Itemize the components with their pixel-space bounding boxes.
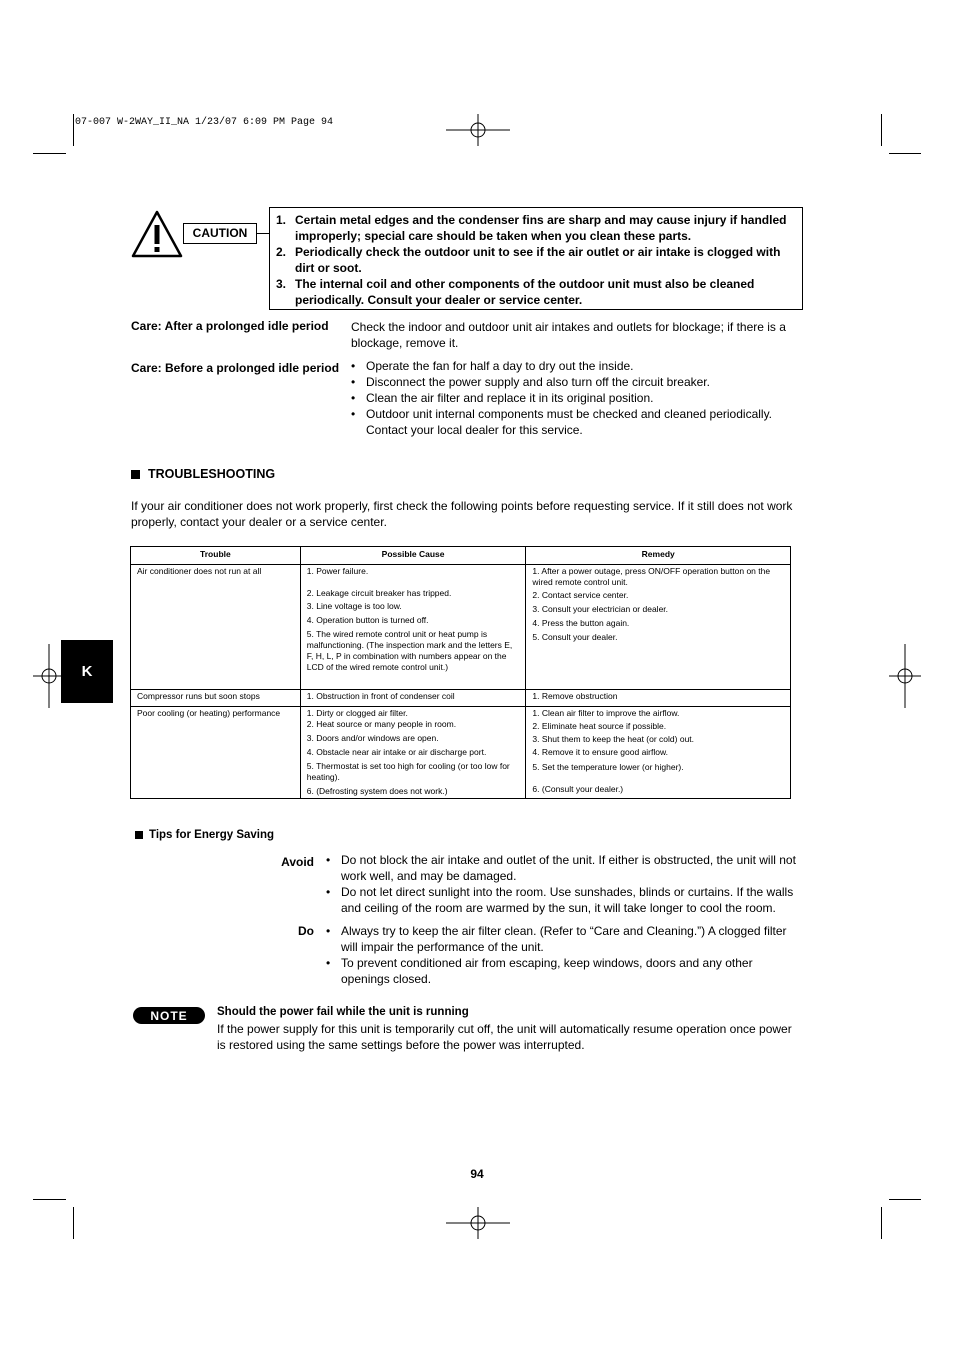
caution-box xyxy=(269,207,803,310)
trouble-cell: Poor cooling (or heating) performance xyxy=(131,707,301,799)
avoid-list xyxy=(326,852,802,916)
page-number: 94 xyxy=(470,1167,484,1181)
list-item: • Always try to keep the air filter clean. (Refer to “Care and Cleaning.”) A clogged filter will impair the performance of the unit. xyxy=(326,923,802,955)
care-before-label: Care: Before a prolonged idle period xyxy=(131,361,340,375)
cause-cell xyxy=(300,565,526,690)
list-item: • To prevent conditioned air from escaping, keep windows, doors and any other openings closed. xyxy=(326,955,802,987)
list-item: 6. (Defrosting system does not work.) xyxy=(306,786,448,796)
list-item: • Do not let direct sunlight into the room. Use sunshades, blinds or curtains. If the walls and ceiling of the room are warmed by the sun, it will take longer to cool the room. xyxy=(326,884,802,916)
registration-mark-top xyxy=(446,114,510,146)
remedy-cell xyxy=(526,707,791,799)
cause-cell xyxy=(300,707,526,799)
care-after-text: Check the indoor and outdoor unit air intakes and outlets for blockage; if there is a blockage, remove it. xyxy=(351,320,786,350)
troubleshooting-intro: If your air conditioner does not work properly, first check the following points before requesting service. If it still does not work properly, contact your dealer or a service center. xyxy=(131,499,793,529)
list-item: 5. Thermostat is set too high for cooling (or too low for heating). xyxy=(306,761,510,782)
square-bullet-icon xyxy=(135,831,143,839)
do-list xyxy=(326,923,802,987)
column-header: Trouble xyxy=(131,547,301,565)
list-item: 4. Operation button is turned off. xyxy=(306,615,429,625)
remedy-cell: 1. Remove obstruction xyxy=(526,690,791,707)
note-title: Should the power fail while the unit is running xyxy=(217,1006,469,1018)
list-item: 4. Press the button again. xyxy=(532,618,630,628)
care-after-label: Care: After a prolonged idle period xyxy=(131,319,329,333)
table-row xyxy=(131,707,791,799)
list-item: 3. Doors and/or windows are open. xyxy=(306,733,439,743)
caution-item: 1. Certain metal edges and the condenser fins are sharp and may cause injury if handled improperly; special care should be taken when you clean these parts. xyxy=(276,213,787,243)
caution-item: 3. The internal coil and other components of the outdoor unit must also be cleaned periodically. Consult your dealer or service center. xyxy=(276,277,755,307)
list-item: • Do not block the air intake and outlet of the unit. If either is obstructed, the unit will not work well, and may be damaged. xyxy=(326,852,802,884)
print-header: 07-007 W-2WAY_II_NA 1/23/07 6:09 PM Page 94 xyxy=(75,117,334,128)
list-item: 2. Leakage circuit breaker has tripped. xyxy=(306,588,452,598)
list-item: 1. Dirty or clogged air filter. xyxy=(306,708,408,718)
table-header-row xyxy=(131,547,791,565)
list-item: 3. Line voltage is too low. xyxy=(306,601,402,611)
list-item: • Disconnect the power supply and also turn off the circuit breaker. xyxy=(351,374,801,390)
list-item: 5. Consult your dealer. xyxy=(532,632,618,642)
remedy-cell xyxy=(526,565,791,690)
table-row xyxy=(131,690,791,707)
trouble-cell: Air conditioner does not run at all xyxy=(131,565,301,690)
troubleshooting-table xyxy=(130,546,791,799)
section-tab: K xyxy=(61,640,113,703)
tips-heading: Tips for Energy Saving xyxy=(135,829,274,841)
do-label: Do xyxy=(298,924,314,938)
avoid-label: Avoid xyxy=(281,855,314,869)
registration-mark-bottom xyxy=(446,1207,510,1239)
table-row xyxy=(131,565,791,690)
list-item: 5. Set the temperature lower (or higher). xyxy=(532,762,684,772)
caution-label: CAUTION xyxy=(183,223,257,244)
square-bullet-icon xyxy=(131,470,140,479)
list-item: 2. Heat source or many people in room. xyxy=(306,719,457,729)
cause-cell: 1. Obstruction in front of condenser coil xyxy=(300,690,526,707)
list-item: 3. Shut them to keep the heat (or cold) out. xyxy=(532,734,695,744)
care-before-list xyxy=(351,358,801,438)
note-text: If the power supply for this unit is temporarily cut off, the unit will automatically resume operation once power is restored using the same settings before the power was interrupted. xyxy=(217,1022,792,1052)
warning-triangle-icon xyxy=(130,209,184,259)
note-badge: NOTE xyxy=(133,1007,205,1024)
list-item: 1. Power failure. xyxy=(306,566,369,576)
list-item: 2. Eliminate heat source if possible. xyxy=(532,721,667,731)
list-item: • Outdoor unit internal components must be checked and cleaned periodically. Contact your local dealer for this service. xyxy=(351,406,801,438)
trouble-cell: Compressor runs but soon stops xyxy=(131,690,301,707)
registration-mark-right xyxy=(889,644,921,708)
list-item: 6. (Consult your dealer.) xyxy=(532,784,624,794)
list-item: • Operate the fan for half a day to dry out the inside. xyxy=(351,358,801,374)
list-item: 1. Clean air filter to improve the airflow. xyxy=(532,708,680,718)
list-item: 2. Contact service center. xyxy=(532,590,629,600)
list-item: 3. Consult your electrician or dealer. xyxy=(532,604,669,614)
list-item: 5. The wired remote control unit or heat pump is malfunctioning. (The inspection mark and the letters E, F, H, L, P in combination with numbers appear on the LCD of the wired remote control unit.) xyxy=(306,629,513,672)
list-item: 4. Obstacle near air intake or air discharge port. xyxy=(306,747,487,757)
troubleshooting-heading: TROUBLESHOOTING xyxy=(131,467,275,481)
list-item: 4. Remove it to ensure good airflow. xyxy=(532,747,669,757)
caution-connector xyxy=(257,233,269,234)
column-header: Possible Cause xyxy=(300,547,526,565)
column-header: Remedy xyxy=(526,547,791,565)
list-item: • Clean the air filter and replace it in its original position. xyxy=(351,390,801,406)
caution-item: 2. Periodically check the outdoor unit to see if the air outlet or air intake is clogged with dirt or soot. xyxy=(276,245,781,275)
list-item: 1. After a power outage, press ON/OFF operation button on the wired remote control unit. xyxy=(532,566,771,587)
